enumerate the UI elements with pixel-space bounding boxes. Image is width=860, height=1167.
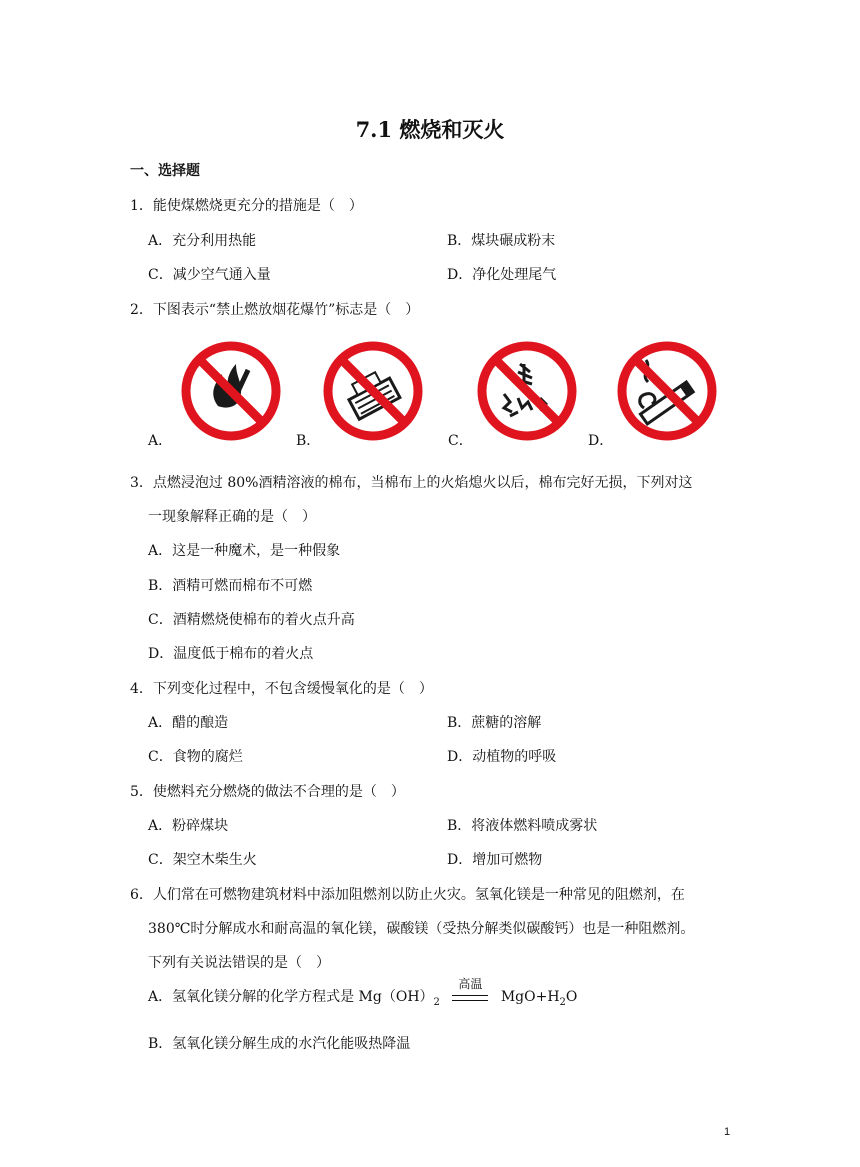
question-1-option-c: C．减少空气通入量 bbox=[148, 267, 271, 283]
question-5-option-b: B．将液体燃料喷成雾状 bbox=[447, 818, 598, 834]
equals-sign bbox=[452, 995, 488, 1001]
question-4-stem: 4．下列变化过程中，不包含缓慢氧化的是（ ） bbox=[130, 681, 433, 697]
question-4-option-a: A．醋的酿造 bbox=[148, 715, 229, 731]
question-3-option-d: D．温度低于棉布的着火点 bbox=[148, 646, 314, 662]
formula-subscript: 2 bbox=[433, 996, 440, 1008]
question-1-option-a: A．充分利用热能 bbox=[148, 233, 257, 249]
question-2-option-a: A． bbox=[148, 433, 173, 449]
no-fireworks-icon bbox=[474, 338, 580, 444]
question-5-option-d: D．增加可燃物 bbox=[447, 852, 543, 868]
reaction-arrow bbox=[450, 977, 490, 1007]
question-1-stem: 1．能使煤燃烧更充分的措施是（ ） bbox=[130, 198, 363, 214]
question-2-option-c: C． bbox=[448, 433, 473, 449]
question-5-option-c: C．架空木柴生火 bbox=[148, 852, 257, 868]
formula-product: MgO+H bbox=[500, 989, 560, 1005]
question-2-stem: 2．下图表示“禁止燃放烟花爆竹”标志是（ ） bbox=[130, 302, 420, 318]
question-3-option-b: B．酒精可燃而棉布不可燃 bbox=[148, 578, 313, 594]
question-6-stem-line-3: 下列有关说法错误的是（ ） bbox=[148, 955, 330, 971]
page-title: 7.1 燃烧和灭火 bbox=[355, 117, 505, 142]
no-smoking-icon bbox=[614, 338, 720, 444]
question-2-option-d: D． bbox=[588, 433, 614, 449]
question-4-option-b: B．蔗糖的溶解 bbox=[447, 715, 542, 731]
question-3-option-a: A．这是一种魔术，是一种假象 bbox=[148, 543, 341, 559]
reaction-condition: 高温 bbox=[458, 977, 483, 991]
question-1-option-d: D．净化处理尾气 bbox=[447, 267, 557, 283]
question-3-stem-line-2: 一现象解释正确的是（ ） bbox=[148, 509, 316, 525]
question-6-stem-line-2: 380℃时分解成水和耐高温的氧化镁，碳酸镁（受热分解类似碳酸钙）也是一种阻燃剂。 bbox=[148, 921, 695, 937]
question-5-stem: 5．使燃料充分燃烧的做法不合理的是（ ） bbox=[130, 784, 405, 800]
page-number: 1 bbox=[724, 1126, 731, 1138]
question-6-stem-line-1: 6．人们常在可燃物建筑材料中添加阻燃剂以防止火灾。氢氧化镁是一种常见的阻燃剂，在 bbox=[130, 887, 685, 903]
question-2-signs bbox=[148, 332, 728, 450]
formula-product-subscript: 2 bbox=[559, 996, 566, 1008]
question-3-stem-line-1: 3．点燃浸泡过 80%酒精溶液的棉布，当棉布上的火焰熄火以后，棉布完好无损，下列对这 bbox=[130, 475, 693, 491]
question-6-option-b: B．氢氧化镁分解生成的水汽化能吸热降温 bbox=[148, 1036, 411, 1052]
no-matches-icon bbox=[320, 338, 426, 444]
formula-product-end: O bbox=[565, 989, 578, 1005]
question-6-option-a bbox=[148, 977, 578, 1008]
section-heading: 一、选择题 bbox=[130, 163, 200, 179]
question-3-option-c: C．酒精燃烧使棉布的着火点升高 bbox=[148, 612, 355, 628]
question-2-option-b: B． bbox=[296, 433, 321, 449]
question-1-option-b: B．煤块碾成粉末 bbox=[447, 233, 556, 249]
question-5-option-a: A．粉碎煤块 bbox=[148, 818, 229, 834]
question-4-option-d: D．动植物的呼吸 bbox=[447, 749, 557, 765]
formula-prefix: A．氢氧化镁分解的化学方程式是 Mg（OH） bbox=[148, 989, 434, 1005]
no-open-flame-icon bbox=[178, 338, 284, 444]
question-4-option-c: C．食物的腐烂 bbox=[148, 749, 243, 765]
